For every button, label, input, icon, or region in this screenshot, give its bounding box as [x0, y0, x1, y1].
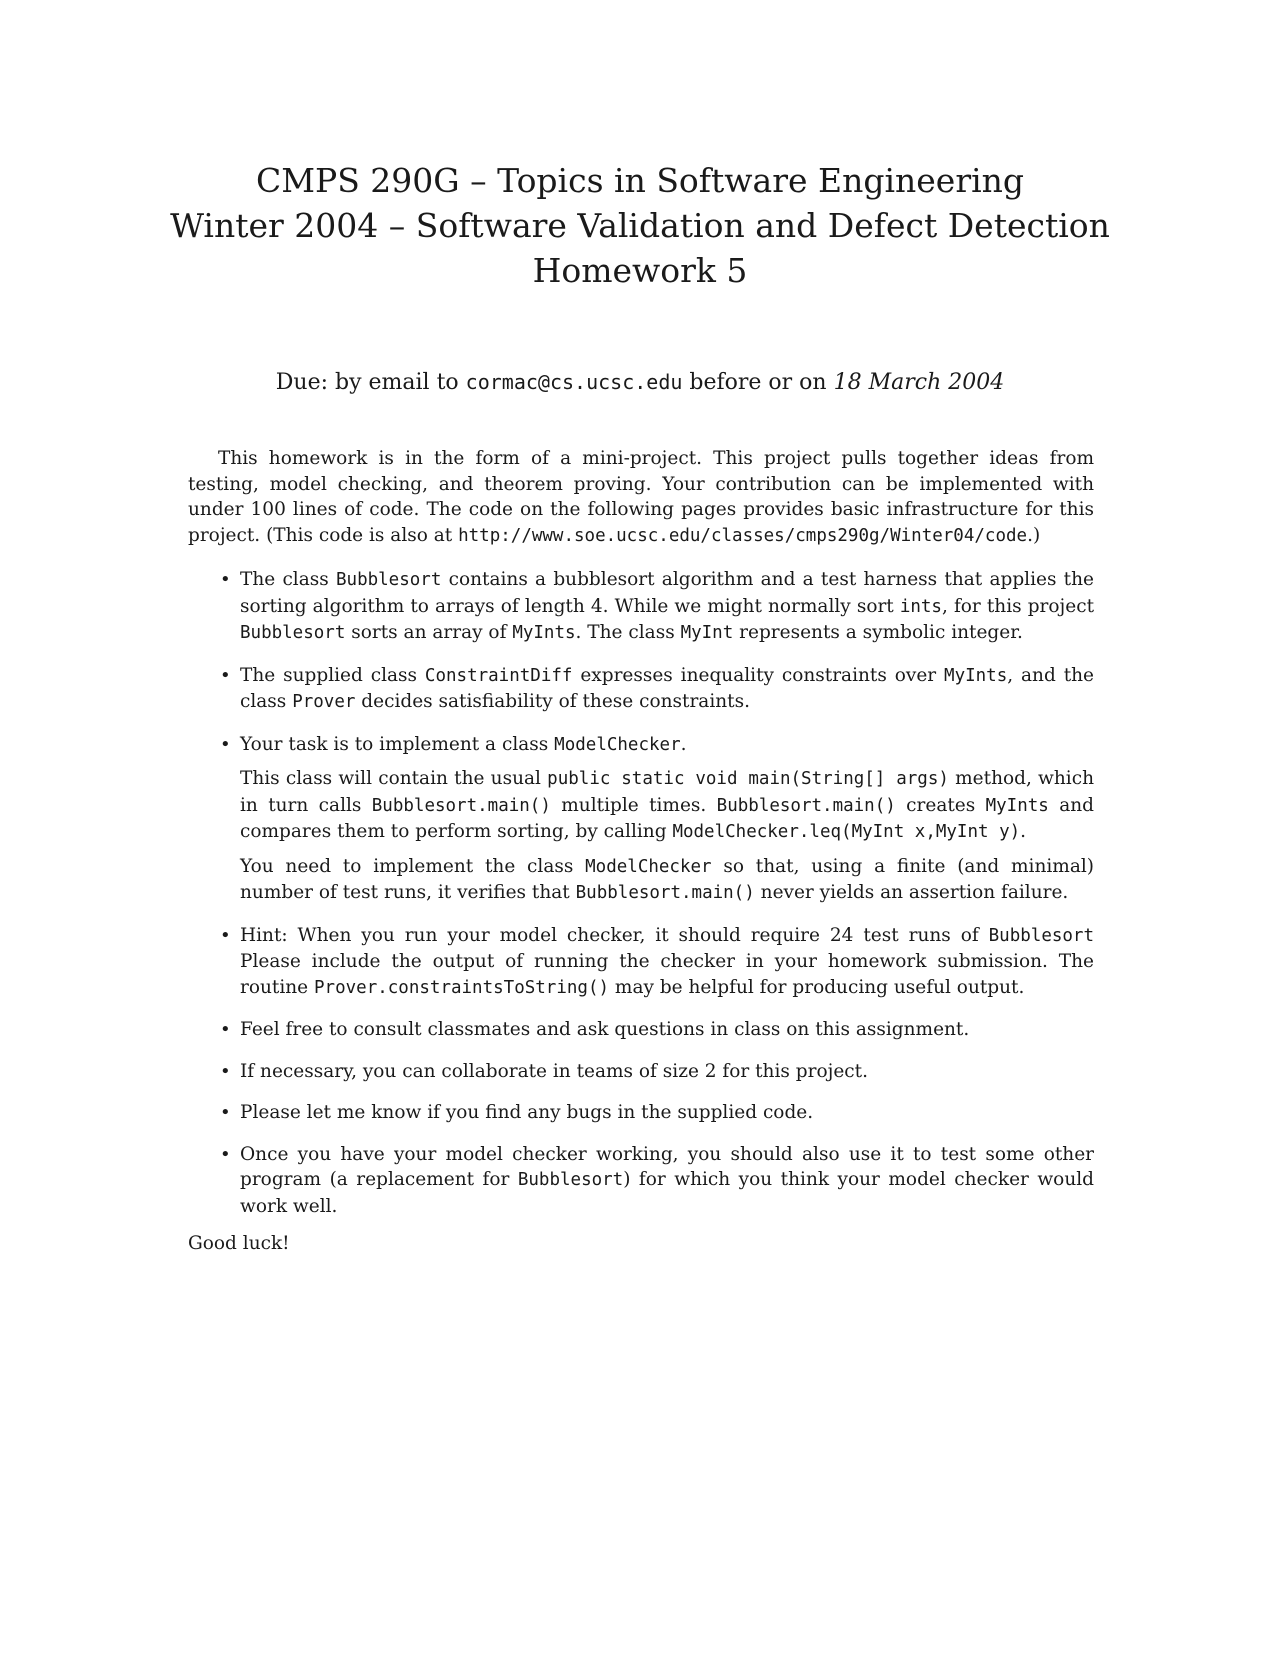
due-date: 18 March 2004 [833, 370, 1005, 395]
item-text: Please let me know if you find any bugs in the supplied code. [240, 1102, 814, 1123]
code-run: ModelChecker [554, 734, 681, 755]
item-text [240, 766, 1094, 846]
bullet-icon: • [220, 664, 231, 686]
title-homework: Homework 5 [532, 251, 748, 290]
list-item [188, 567, 1094, 647]
code-run: ConstraintDiff [424, 665, 573, 686]
item-text [240, 854, 1094, 907]
list-item [188, 923, 1094, 1002]
text-run: so that, using a finite (and minimal) number of test runs, it verifies that [240, 855, 1094, 903]
intro-paragraph [188, 446, 1094, 549]
code-run: ModelChecker.leq(MyInt x,MyInt y) [672, 822, 1021, 842]
due-middle: before or on [689, 370, 827, 395]
text-run: . [680, 733, 687, 755]
bullet-icon: • [220, 1060, 231, 1082]
text-run: decides satisfiability of these constraints. [361, 691, 750, 712]
list-item [188, 1059, 1094, 1085]
code-run: MyInts [944, 665, 1008, 686]
task-list [188, 567, 1094, 1219]
text-run: . [1020, 821, 1027, 842]
code-run: Prover.constraintsToString() [314, 977, 610, 998]
bullet-icon: • [220, 1019, 231, 1040]
bullet-icon: • [220, 1102, 231, 1123]
text-run: expresses inequality constraints over [580, 664, 937, 686]
text-run: Once you have your model checker working, you should also use it to test some other program (a replacement for [240, 1143, 1094, 1190]
code-run: Bubblesort.main() [716, 795, 896, 816]
document-title [0, 158, 1280, 293]
list-item [188, 1017, 1094, 1043]
text-run: and compares them to perform sorting, by calling [240, 794, 1094, 842]
code-run: MyInt [680, 623, 734, 643]
due-email: cormac@cs.ucsc.edu [465, 370, 683, 394]
item-text [240, 663, 1094, 716]
intro-text: This homework is in the form of a mini-project. This project pulls together ideas from testing, model checking, and theorem proving. Your contribution can be implemented with under 100 lines of code. The code on the following pages provides basic infrastructure for this project. (This code is also at [188, 448, 1094, 546]
item-text: If necessary, you can collaborate in teams of size 2 for this project. [240, 1060, 868, 1082]
text-run: Your task is to implement a class [240, 733, 549, 755]
text-run: creates [906, 794, 976, 816]
text-run: multiple times. [561, 794, 707, 816]
text-run: . The class [575, 622, 675, 643]
code-run: ints [899, 596, 942, 617]
text-run: You need to implement the class [240, 855, 574, 877]
code-run: public static void main(String[] args) [547, 769, 949, 789]
code-run: Bubblesort [336, 570, 442, 590]
text-run: The supplied class [240, 664, 418, 686]
item-text [240, 1142, 1094, 1220]
list-item [188, 1100, 1094, 1126]
bullet-icon: • [220, 733, 231, 755]
list-item [188, 663, 1094, 716]
code-run: Bubblesort.main() [575, 883, 755, 903]
title-term: Winter 2004 – Software Validation and Defect Detection [170, 206, 1110, 245]
list-item [188, 1142, 1094, 1220]
intro-url: http://www.soe.ucsc.edu/classes/cmps290g/Winter04/code [458, 525, 1028, 546]
bullet-icon: • [220, 1143, 231, 1165]
code-run: MyInts [512, 623, 576, 643]
text-run: The class [240, 569, 329, 590]
item-text: Feel free to consult classmates and ask questions in class on this assignment. [240, 1019, 970, 1040]
code-run: ModelChecker [585, 856, 712, 877]
text-run: , for this project [941, 595, 1094, 617]
item-text [240, 923, 1094, 1002]
list-item [188, 732, 1094, 907]
text-run: ) for which you think your model checker would work well. [240, 1169, 1094, 1217]
text-run: sorts an array of [351, 622, 507, 643]
intro-end: .) [1027, 524, 1041, 546]
title-course: CMPS 290G – Topics in Software Engineering [255, 161, 1025, 200]
code-run: Bubblesort [517, 1170, 624, 1190]
text-run: , and the class [240, 664, 1095, 712]
bullet-icon: • [220, 924, 231, 946]
text-run: Hint: When you run your model checker, it should require 24 test runs of [240, 924, 979, 946]
due-line [0, 368, 1280, 397]
due-prefix: Due: by email to [275, 370, 459, 395]
code-run: Bubblesort.main() [371, 795, 551, 816]
text-run: This class will contain the usual [240, 768, 541, 789]
closing-text: Good luck! [188, 1233, 290, 1254]
text-run: contains a bubblesort algorithm and a test harness that applies the sorting algorithm to arrays of length 4. While we might normally sort [240, 569, 1094, 617]
item-text [240, 567, 1094, 647]
code-run: Bubblesort [988, 925, 1094, 946]
text-run: Please include the output of running the checker in your homework submission. The routine [240, 951, 1094, 998]
code-run: Prover [292, 692, 356, 712]
text-run: represents a symbolic integer. [739, 622, 1023, 643]
code-run: Bubblesort [240, 623, 346, 643]
text-run: method, which in turn calls [240, 768, 1095, 816]
text-run: may be helpful for producing useful output. [614, 976, 1025, 998]
text-run: never yields an assertion failure. [760, 882, 1069, 903]
document-body [188, 446, 1094, 1257]
bullet-icon: • [220, 569, 231, 590]
item-text [240, 732, 1094, 759]
code-run: MyInts [985, 795, 1049, 816]
